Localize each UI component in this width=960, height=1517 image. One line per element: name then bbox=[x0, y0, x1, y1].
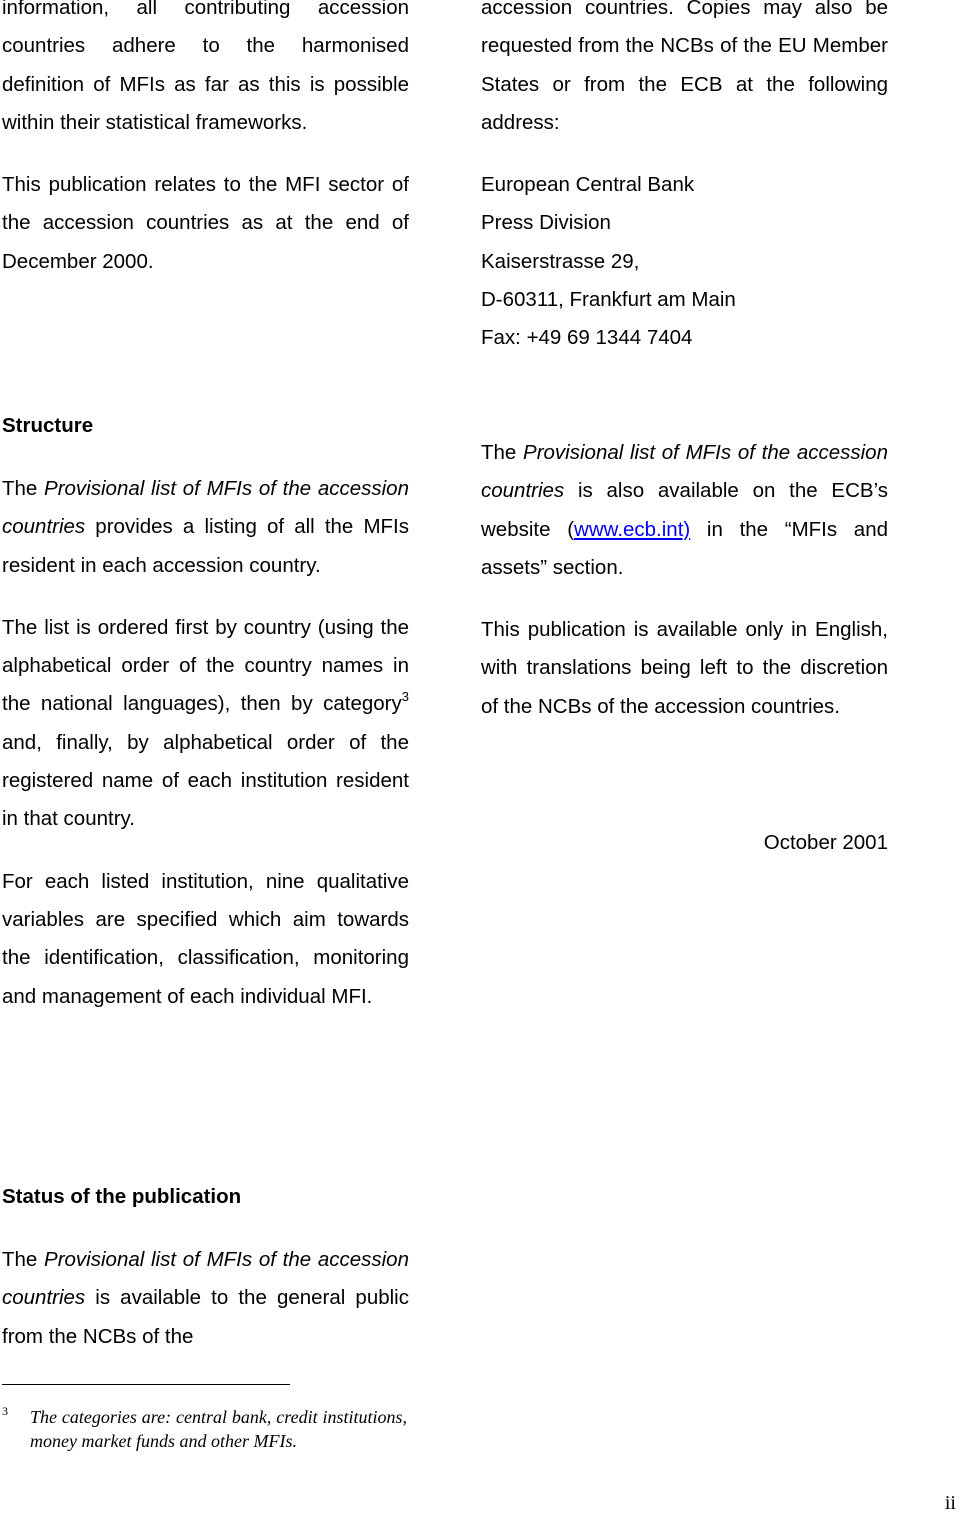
publication-date: October 2001 bbox=[763, 831, 888, 854]
structure-block bbox=[2, 470, 409, 1016]
website-paragraph: The Provisional list of MFIs of the accession countries is also available on the ECB’s website (www.ecb.int) in the “MFIs and assets” section. bbox=[481, 441, 889, 579]
status-paragraph-1: The Provisional list of MFIs of the accession countries is available to the general public from the NCBs of the bbox=[2, 1248, 409, 1348]
structure-paragraph-3: For each listed institution, nine qualitative variables are specified which aim towards the identification, classification, monitoring and management of each individual MFI. bbox=[2, 869, 409, 1008]
structure-heading: Structure bbox=[2, 414, 94, 437]
ecb-address bbox=[481, 166, 888, 357]
publication-title: Provisional list of MFIs of the accession countries bbox=[2, 477, 409, 539]
footnote-text: The categories are: central bank, credit institutions, money market funds and other MFIs. bbox=[30, 1407, 407, 1451]
language-paragraph: This publication is available only in English, with translations being left to the discretion of the NCBs of the accession countries. bbox=[481, 618, 888, 718]
ecb-website-link[interactable]: www.ecb.int) bbox=[574, 517, 691, 541]
distribution-paragraph: accession countries. Copies may also be requested from the NCBs of the EU Member States or from the ECB at the following address: bbox=[481, 0, 888, 134]
footnote-separator bbox=[2, 1384, 290, 1385]
fax-number: Fax: +49 69 1344 7404 bbox=[481, 326, 693, 350]
publication-title: Provisional list of MFIs of the accession countries bbox=[481, 441, 888, 503]
address-line-4: D-60311, Frankfurt am Main bbox=[481, 288, 736, 312]
footnote-mark: 3 bbox=[2, 1404, 8, 1418]
intro-paragraph-2: This publication relates to the MFI sector of the accession countries as at the end of December 2000. bbox=[2, 173, 409, 273]
intro-paragraph-1: information, all contributing accession countries adhere to the harmonised definition of MFIs as far as this is possible within their statistical frameworks. bbox=[2, 0, 409, 134]
footnote bbox=[0, 1405, 407, 1453]
publication-title: Provisional list of MFIs of the accession countries bbox=[2, 1248, 409, 1310]
status-block bbox=[2, 1241, 409, 1356]
address-line-3: Kaiserstrasse 29, bbox=[481, 249, 640, 273]
structure-paragraph-2: The list is ordered first by country (using the alphabetical order of the country names in the national languages), then by category$^3$ and, finally, by alphabetical order of the registered name of each institution resident in that country. bbox=[2, 615, 409, 831]
structure-paragraph-1: The Provisional list of MFIs of the accession countries provides a listing of all the MFIs resident in each accession country. bbox=[2, 477, 409, 577]
distribution-block bbox=[481, 0, 888, 358]
intro-block bbox=[2, 0, 409, 281]
address-line-2: Press Division bbox=[481, 211, 611, 235]
footnote-reference: 3 bbox=[401, 688, 409, 704]
page-number: ii bbox=[944, 1492, 956, 1514]
availability-block bbox=[481, 434, 888, 726]
status-heading: Status of the publication bbox=[2, 1185, 242, 1208]
address-line-1: European Central Bank bbox=[481, 173, 695, 197]
